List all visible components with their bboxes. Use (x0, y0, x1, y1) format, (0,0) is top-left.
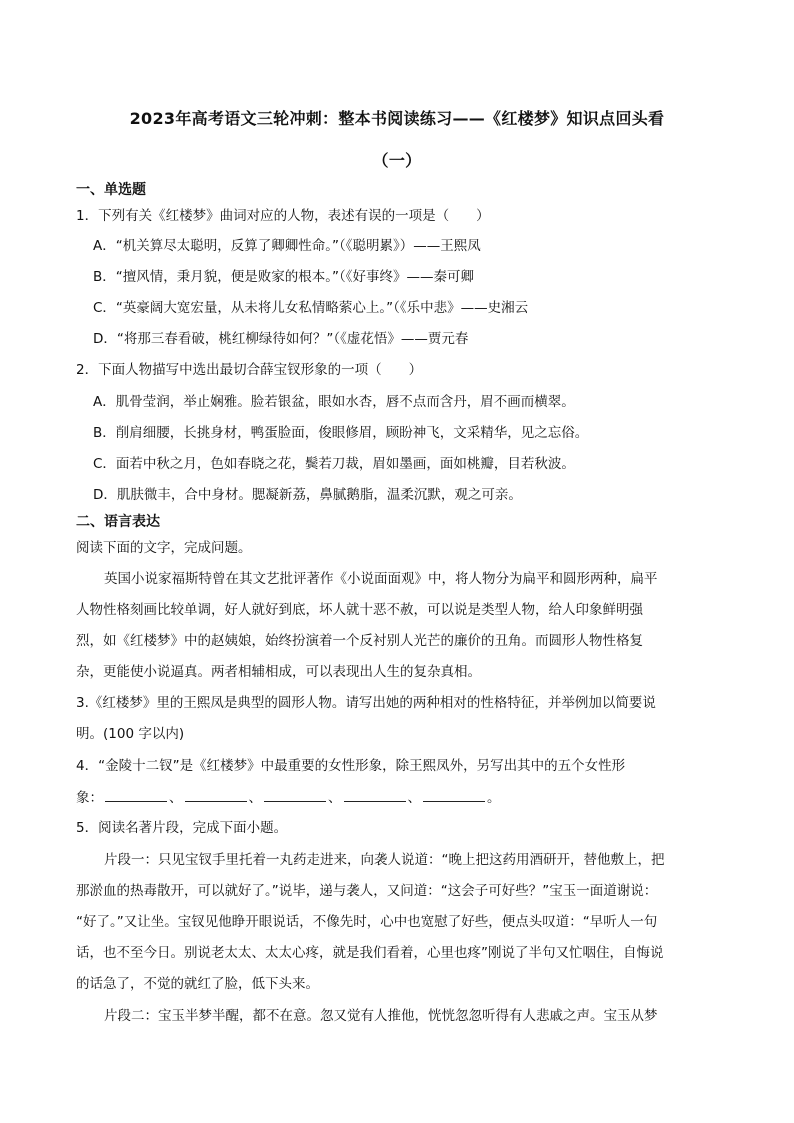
question-1-option-b: B．“擅风情，秉月貌，便是败家的根本。”（《好事终》——秦可卿 (93, 269, 474, 285)
question-4-end: 。 (487, 790, 501, 806)
question-4-answer-line (76, 787, 501, 808)
question-2-option-a: A．肌骨莹润，举止娴雅。脸若银盆，眼如水杏，唇不点而含丹，眉不画而横翠。 (93, 394, 575, 410)
question-1-option-d: D．“将那三春看破，桃红柳绿待如何？”（《虚花悟》——贾元春 (93, 331, 469, 347)
section-heading-language-expression: 二、语言表达 (76, 514, 160, 530)
document-subtitle: （一） (372, 151, 422, 170)
blank-separator: 、 (407, 790, 421, 806)
question-2-option-b: B．削肩细腰，长挑身材，鸭蛋脸面，俊眼修眉，顾盼神飞，文采精华，见之忘俗。 (93, 425, 589, 441)
answer-blank-3[interactable] (264, 787, 326, 802)
passage-line: 杂，更能使小说逼真。两者相辅相成，可以表现出人生的复杂真相。 (76, 664, 481, 680)
question-1-option-a: A．“机关算尽太聪明，反算了卿卿性命。”（《聪明累》）——王熙凤 (93, 238, 481, 254)
excerpt-1-line: “好了。”又让坐。宝钗见他睁开眼说话，不像先时，心中也宽慰了好些，便点头叹道：“早听人一句 (76, 914, 658, 930)
answer-blank-2[interactable] (185, 787, 247, 802)
question-3-line: 明。(100 字以内) (76, 726, 185, 742)
blank-separator: 、 (328, 790, 342, 806)
excerpt-1-line: 片段一：只见宝钗手里托着一丸药走进来，向袭人说道：“晚上把这药用酒研开，替他敷上，把 (104, 852, 665, 868)
passage-line: 人物性格刻画比较单调，好人就好到底，坏人就十恶不赦，可以说是类型人物，给人印象鲜明强 (76, 602, 643, 618)
blank-separator: 、 (248, 790, 262, 806)
passage-line: 英国小说家福斯特曾在其文艺批评著作《小说面面观》中，将人物分为扁平和圆形两种，扁平 (104, 571, 658, 587)
passage-line: 烈，如《红楼梦》中的赵姨娘，始终扮演着一个反衬别人光芒的廉价的丑角。而圆形人物性格复 (76, 633, 643, 649)
excerpt-1-line: 的话急了，不觉的就红了脸，低下头来。 (76, 976, 319, 992)
question-3-line: 3.《红楼梦》里的王熙凤是典型的圆形人物。请写出她的两种相对的性格特征，并举例加以简要说 (76, 695, 656, 711)
question-4-prefix: 象： (76, 790, 103, 806)
answer-blank-4[interactable] (344, 787, 406, 802)
blank-separator: 、 (169, 790, 183, 806)
answer-blank-1[interactable] (105, 787, 167, 802)
excerpt-1-line: 话，也不至今日。别说老太太、太太心疼，就是我们看着，心里也疼”刚说了半句又忙咽住，自悔说 (76, 945, 664, 961)
excerpt-1-line: 那淤血的热毒散开，可以就好了。”说毕，递与袭人，又问道：“这会子可好些？”宝玉一面道谢说： (76, 883, 658, 899)
excerpt-2-line: 片段二：宝玉半梦半醒，都不在意。忽又觉有人推他，恍恍忽忽听得有人悲戚之声。宝玉从梦 (104, 1008, 658, 1024)
question-1-option-c: C．“英豪阔大宽宏量，从未将儿女私情略萦心上。”（《乐中悲》——史湘云 (93, 300, 529, 316)
question-5-stem: 5．阅读名著片段，完成下面小题。 (76, 820, 288, 836)
section-heading-single-choice: 一、单选题 (76, 182, 146, 198)
question-2-stem: 2．下面人物描写中选出最切合薛宝钗形象的一项（ ） (76, 362, 423, 378)
document-title: 2023年高考语文三轮冲刺：整本书阅读练习——《红楼梦》知识点回头看 (129, 109, 665, 128)
reading-prompt: 阅读下面的文字，完成问题。 (76, 540, 252, 556)
question-4-stem: 4．“金陵十二钗”是《红楼梦》中最重要的女性形象，除王熙凤外，另写出其中的五个女性形 (76, 758, 626, 774)
question-2-option-d: D．肌肤微丰，合中身材。腮凝新荔，鼻腻鹅脂，温柔沉默，观之可亲。 (93, 487, 522, 503)
question-1-stem: 1．下列有关《红楼梦》曲词对应的人物，表述有误的一项是（ ） (76, 208, 490, 224)
answer-blank-5[interactable] (423, 787, 485, 802)
question-2-option-c: C．面若中秋之月，色如春晓之花，鬓若刀裁，眉如墨画，面如桃瓣，目若秋波。 (93, 456, 575, 472)
